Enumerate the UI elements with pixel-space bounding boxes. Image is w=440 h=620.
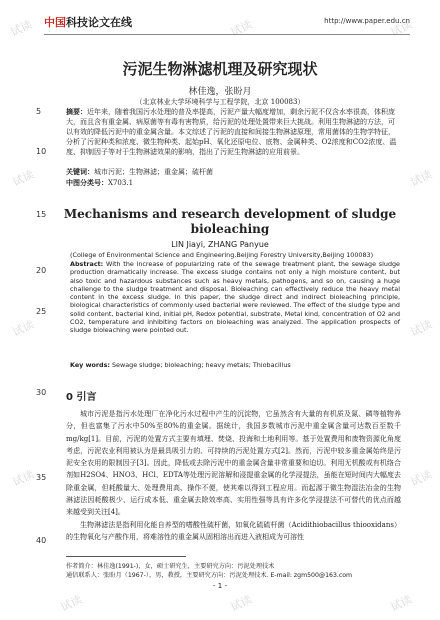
keywords-label-cn: 关键词：: [66, 168, 94, 176]
watermark: 试读: [8, 17, 34, 39]
watermark: 试读: [228, 17, 254, 39]
footnote-author: 作者简介：林佳逸(1991-)，女，硕士研究生，主要研究方向：污泥处理技术: [66, 563, 275, 570]
clc-value: X703.1: [108, 179, 134, 187]
line-number: 15: [36, 210, 47, 219]
watermark: 试读: [58, 592, 84, 614]
watermark: 试读: [408, 167, 434, 189]
keywords-cn: [66, 167, 401, 177]
abstract-text-cn: 近年来，随着我国污水处理的普及率提高，污泥产量大幅度增加，剩余污泥不仅含水率很高，体积庞大，而且含有重金属、病原菌等有毒有害物质，给污泥的处理处置带来巨大挑战。利用生物淋滤的方法，可以有效的降低污泥中的重金属含量。本文综述了污泥的直接和间接生物淋滤原理，常用菌体的生物学特征，分析了污泥种类和浓度、微生物种类、起始pH、氧化还原电位、底物、金属种类、O2浓度和CO2浓度、温度、抑制因子等对于生物淋滤效果的影响，指出了污泥生物淋滤的应用前景。: [66, 108, 397, 156]
body-text: [66, 408, 401, 543]
line-number: 20: [36, 266, 47, 275]
line-number: 5: [36, 107, 42, 116]
page-number: - 1 -: [213, 582, 227, 590]
footnote-contact: 通信联系人：张盼月（1967-），男，教授，主要研究方向：污泥处理技术. E-mail: zgm500@163.com: [66, 572, 353, 579]
keywords-label-en: Key words:: [70, 361, 110, 369]
abstract-en: [70, 260, 400, 335]
affiliation-cn: （北京林业大学环境科学与工程学院，北京 100083）: [135, 98, 305, 106]
watermark: 试读: [388, 17, 414, 39]
line-number: 25: [36, 307, 47, 316]
watermark: 试读: [10, 167, 36, 189]
paper-title-cn: 污泥生物淋滤机理及研究现状: [122, 60, 318, 78]
footnote-divider: [66, 556, 186, 557]
keywords-text-en: Sewage sludge; bioleaching; heavy metals; Thiobacillus: [112, 361, 291, 369]
page-header: [44, 8, 410, 35]
line-number: 35: [36, 473, 47, 482]
watermark: 试读: [388, 592, 414, 614]
affiliation-en: (College of Environmental Science and Engineering,Beijing Forestry University,Beijing 100083): [70, 251, 374, 259]
abstract-label-cn: 摘要：: [66, 108, 87, 116]
line-number: 10: [36, 147, 47, 156]
keywords-text-cn: 城市污泥；生物淋滤；重金属；硫杆菌: [94, 168, 213, 176]
logo-cn: 中国: [44, 16, 66, 29]
clc-number: [66, 178, 401, 188]
abstract-text-en: With the increase of popularizing rate of the sewage treatment plant, the sewage sludge production dramatically increase. The excess sludge contains not only a high moisture content, but also toxic and hazardous substances such as heavy metals, pathogens, and so on, causing a huge challenge to the sludge treatment and disposal. Bioleaching can effectively reduce the heavy metal content in the excess sludge. In this paper, the sludge direct and indirect bioleaching principle, biological characteristics of commonly used bacterial were reviewed. The effect of the sludge type and solid content, bacterial kind, initial pH, Redox potential, substrate, Metal kind, concentration of O2 and CO2, temperature and inhibiting factors on bioleaching was analyzed. The application prospects of sludge bioleaching were pointed out.: [70, 260, 400, 335]
clc-label: 中图分类号：: [66, 179, 108, 187]
watermark: 试读: [10, 317, 36, 339]
keywords-en: [70, 361, 400, 369]
logo-rest: 科技论文在线: [66, 16, 132, 29]
watermark: 试读: [10, 467, 36, 489]
line-number: 40: [36, 536, 47, 545]
site-logo[interactable]: [44, 14, 132, 30]
section-heading: 0 引言: [66, 392, 97, 403]
paper-title-en: Mechanisms and research development of sludge bioleaching: [63, 207, 397, 236]
abstract-cn: [66, 107, 401, 157]
authors-cn: 林佳逸，张盼月: [188, 87, 252, 97]
abstract-label-en: Abstract:: [70, 260, 104, 268]
watermark: 试读: [228, 592, 254, 614]
body-paragraph: 生物淋滤法是指利用化能自养型的嗜酸性硫杆菌，如氧化硫硫杆菌（Acidithiobacillus thiooxidans）的生物氧化与产酸作用，将难溶性的重金属从固相溶出而进入液相成为可溶性: [66, 520, 401, 541]
site-url[interactable]: http://www.paper.edu.cn: [324, 17, 410, 25]
watermark: 试读: [408, 467, 434, 489]
authors-en: LIN Jiayi, ZHANG Panyue: [171, 240, 269, 249]
body-paragraph: 城市污泥是指污水处理厂在净化污水过程中产生的沉淀物，它虽然含有大量的有机质及氮、磷等植物养分，但也富集了污水中50%至80%的重金属。据统计，我国多数城市污泥中重金属含量可达数百至数千mg/kg[1]。目前，污泥的处置方式主要有填埋、焚烧、投海和土地利用等。基于处置费用和废物资源化角度考虑，污泥农业利用被认为是最具吸引力的、可持续的污泥处置方式[2]。然而，污泥中较多重金属始终是污泥安全农用的限制因子[3]。因此，降低或去除污泥中的重金属含量非常重要和迫切。利用无机酸或有机络合剂如H2SO4、HNO3、HCl、EDTA等处理污泥溶解和浸提重金属的化学浸提法，虽能在短时间内大幅度去除重金属，但耗酸量大、处理费用高、操作不便，使其难以得到工程应用。而起源于微生物湿法冶金的生物淋滤法因耗酸极少、运行成本低、重金属去除效率高、实用性强等具有许多化学浸提法不可替代的优点而越来越受到关注[4]。: [66, 410, 401, 517]
watermark: 试读: [408, 317, 434, 339]
line-number: 30: [36, 388, 47, 397]
